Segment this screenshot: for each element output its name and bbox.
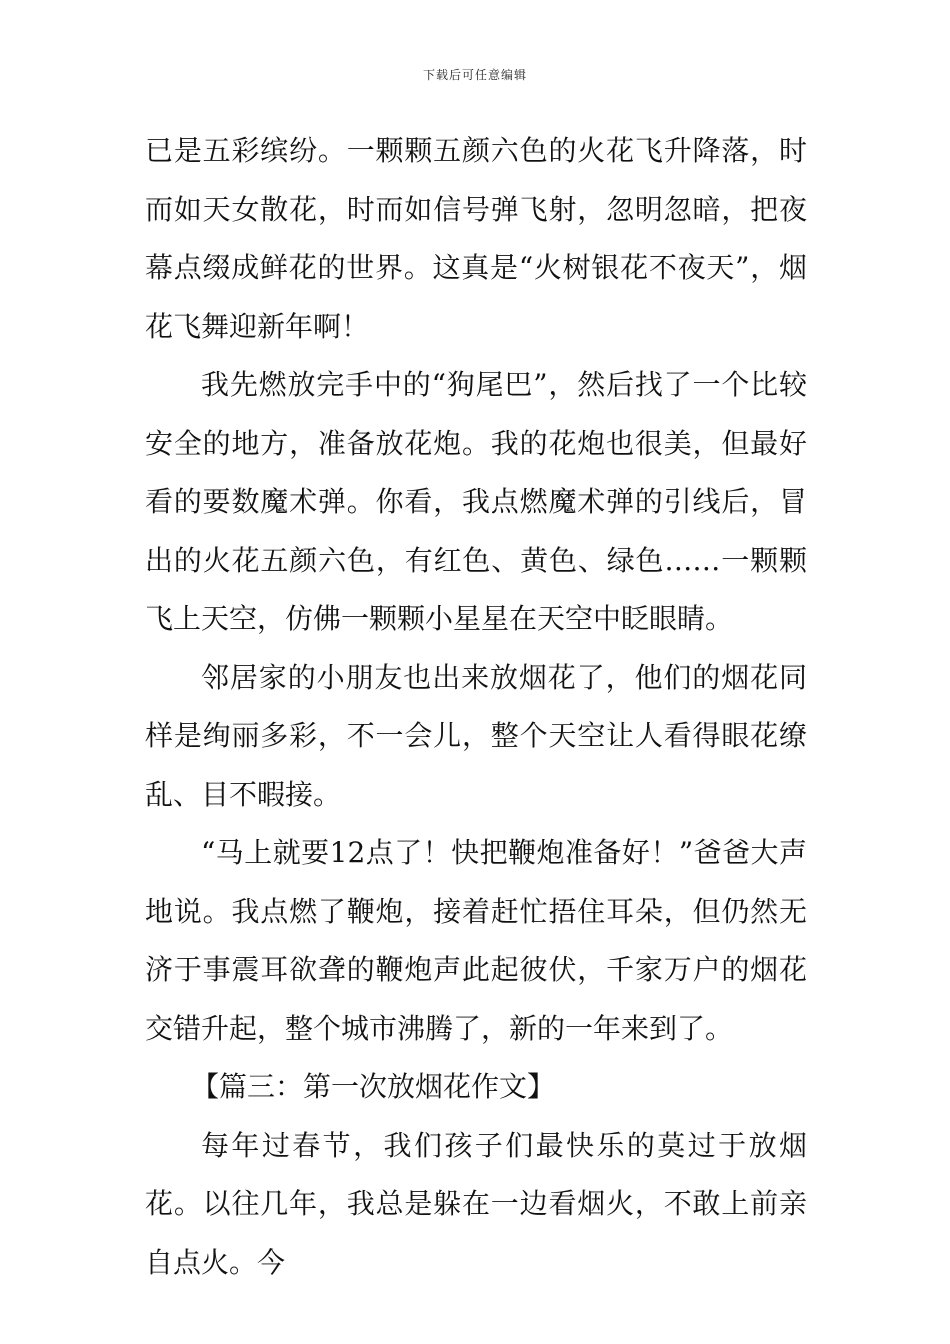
paragraph-spring-festival: 每年过春节，我们孩子们最快乐的莫过于放烟花。以往几年，我总是躲在一边看烟火，不敢上前亲自点火。今 [145, 1128, 807, 1279]
paragraph-midnight: “马上就要12点了！快把鞭炮准备好！”爸爸大声地说。我点燃了鞭炮，接着赶忙捂住耳朵，但仍然无济于事震耳欲聋的鞭炮声此起彼伏，千家万户的烟花交错升起，整个城市沸腾了，新的一年来到了。 [145, 836, 807, 1045]
document-body [145, 122, 807, 1292]
paragraph-fireworks-night: 已是五彩缤纷。一颗颗五颜六色的火花飞升降落，时而如天女散花，时而如信号弹飞射，忽明忽暗，把夜幕点缀成鲜花的世界。这真是“火树银花不夜天”，烟花飞舞迎新年啊！ [145, 134, 807, 343]
paragraph-magic-bomb: 我先燃放完手中的“狗尾巴”，然后找了一个比较安全的地方，准备放花炮。我的花炮也很美，但最好看的要数魔术弹。你看，我点燃魔术弹的引线后，冒出的火花五颜六色，有红色、黄色、绿色……一颗颗飞上天空，仿佛一颗颗小星星在天空中眨眼睛。 [145, 368, 807, 635]
page-header: 下载后可任意编辑 [422, 68, 527, 82]
paragraph-neighbors: 邻居家的小朋友也出来放烟花了，他们的烟花同样是绚丽多彩，不一会儿，整个天空让人看得眼花缭乱、目不暇接。 [145, 660, 807, 811]
section-heading: 【篇三：第一次放烟花作文】 [191, 1070, 556, 1103]
